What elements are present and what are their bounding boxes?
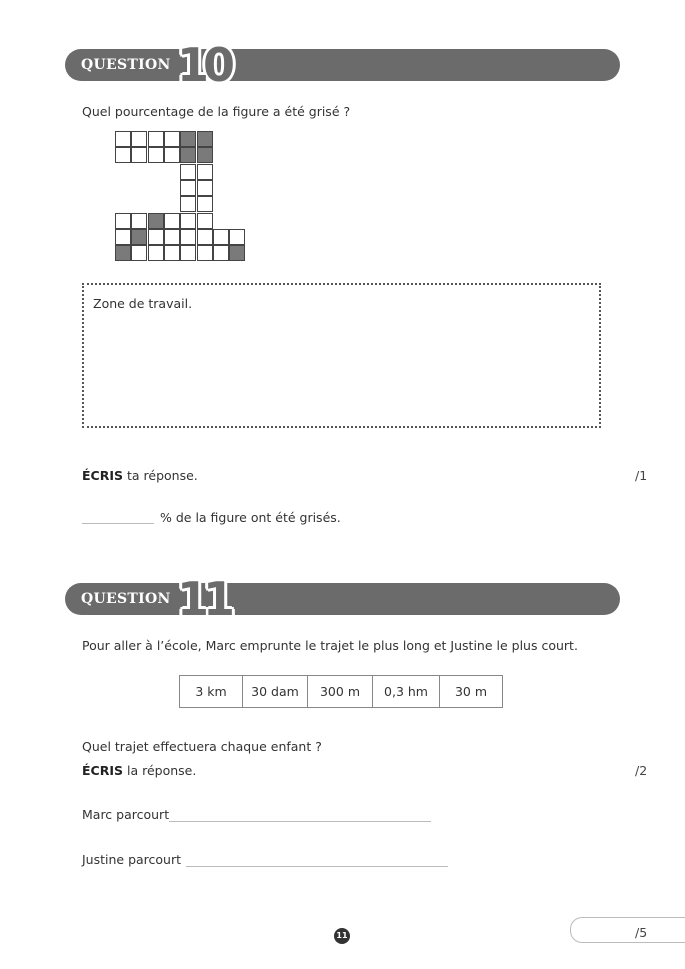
marc-label: Marc parcourt [82, 807, 170, 822]
grid-square [197, 245, 213, 261]
grid-square [180, 164, 196, 180]
grid-square [131, 131, 147, 147]
table-cell: 30 m [440, 676, 503, 708]
grid-square [164, 213, 180, 229]
grid-square [164, 131, 180, 147]
shaded-square [229, 245, 245, 261]
grid-figure [115, 131, 247, 263]
question-11-question: Quel trajet effectuera chaque enfant ? [82, 739, 322, 754]
score-q10: /1 [635, 468, 648, 483]
instruction-verb: ÉCRIS [82, 468, 123, 483]
grid-square [180, 229, 196, 245]
answer-suffix: % de la figure ont été grisés. [160, 510, 341, 525]
grid-square [131, 245, 147, 261]
grid-square [197, 180, 213, 196]
grid-square [213, 229, 229, 245]
grid-square [180, 196, 196, 212]
grid-square [115, 131, 131, 147]
shaded-square [115, 245, 131, 261]
shaded-square [180, 147, 196, 163]
page-number: 11 [334, 928, 350, 944]
instruction-text: la réponse. [123, 763, 197, 778]
grid-square [164, 147, 180, 163]
shaded-square [131, 229, 147, 245]
grid-square [131, 147, 147, 163]
shaded-square [197, 131, 213, 147]
grid-square [148, 147, 164, 163]
score-tab [570, 917, 685, 943]
grid-square [115, 213, 131, 229]
question-number: 10 [177, 38, 230, 92]
shaded-square [148, 213, 164, 229]
instruction-verb: ÉCRIS [82, 763, 123, 778]
total-score: /5 [635, 925, 648, 940]
table-cell: 3 km [180, 676, 243, 708]
table-cell: 30 dam [243, 676, 308, 708]
grid-square [197, 164, 213, 180]
question-10-prompt: Quel pourcentage de la figure a été grisé ? [82, 104, 351, 119]
shaded-square [180, 131, 196, 147]
instruction [82, 763, 196, 778]
grid-square [131, 213, 147, 229]
grid-square [164, 245, 180, 261]
table-cell: 300 m [308, 676, 373, 708]
grid-square [164, 229, 180, 245]
grid-square [180, 180, 196, 196]
shaded-square [197, 147, 213, 163]
question-11-header [65, 572, 620, 626]
justine-label: Justine parcourt [82, 852, 182, 867]
grid-square [197, 213, 213, 229]
grid-square [180, 245, 196, 261]
work-zone-label: Zone de travail. [93, 296, 193, 311]
grid-square [180, 213, 196, 229]
grid-square [148, 229, 164, 245]
grid-square [197, 196, 213, 212]
instruction-text: ta réponse. [123, 468, 198, 483]
grid-square [148, 131, 164, 147]
table-cell: 0,3 hm [373, 676, 440, 708]
question-label: QUESTION [81, 57, 171, 73]
answer-blank[interactable] [82, 522, 154, 524]
grid-square [115, 147, 131, 163]
score-q11: /2 [635, 763, 648, 778]
question-10-header [65, 38, 620, 92]
grid-square [197, 229, 213, 245]
instruction [82, 468, 198, 483]
distance-table [179, 675, 503, 708]
grid-square [229, 229, 245, 245]
justine-answer-blank[interactable] [186, 865, 448, 867]
marc-answer-blank[interactable] [169, 820, 431, 822]
question-number: 11 [177, 572, 230, 626]
question-11-prompt: Pour aller à l’école, Marc emprunte le trajet le plus long et Justine le plus court. [82, 638, 578, 653]
grid-square [148, 245, 164, 261]
grid-square [115, 229, 131, 245]
question-label: QUESTION [81, 591, 171, 607]
work-zone[interactable] [82, 283, 601, 428]
grid-square [213, 245, 229, 261]
